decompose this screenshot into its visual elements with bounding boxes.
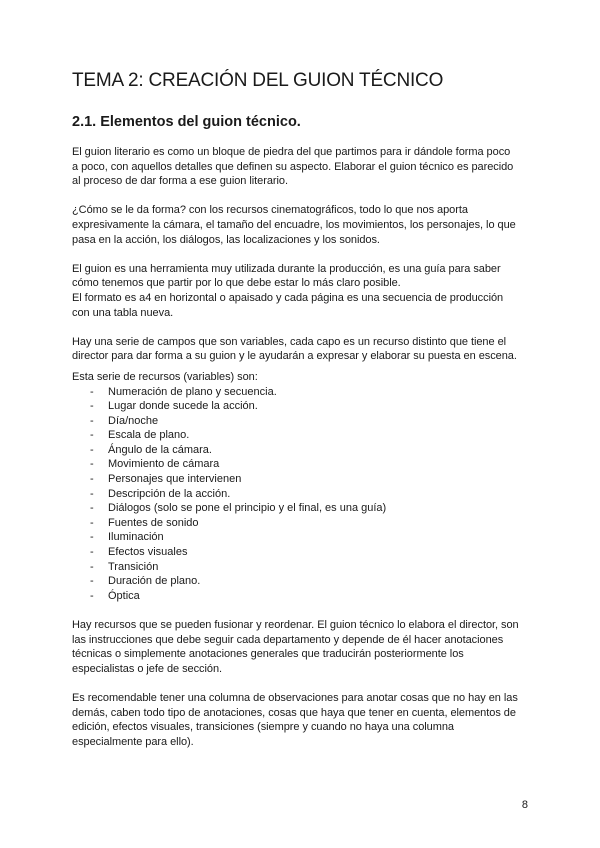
list-item-text: Escala de plano. [108,429,190,442]
list-item-text: Óptica [108,589,140,602]
document-page [72,68,534,749]
list-bullet: - [90,531,94,544]
list-item-text: Día/noche [108,414,159,427]
text-line: especialmente para ello). [72,735,194,748]
text-line: El guion es una herramienta muy utilizada durante la producción, es una guía para saber [72,262,501,275]
text-line: las instrucciones que debe seguir cada departamento y depende de él hacer anotaciones [72,633,504,646]
list-bullet: - [90,473,94,486]
list-item [72,560,534,575]
list-item-text: Numeración de plano y secuencia. [108,385,277,398]
list-item-text: Personajes que intervienen [108,473,242,486]
paragraph-observaciones [72,691,534,749]
list-item-text: Diálogos (solo se pone el principio y el final, es una guía) [108,502,387,515]
text-line: técnicas o simplemente anotaciones generales que traducirán posteriormente los [72,648,464,661]
list-item [72,428,534,443]
list-item [72,589,534,604]
list-item [72,399,534,414]
list-bullet: - [90,589,94,602]
list-item [72,516,534,531]
section-body [72,145,534,749]
text-line: expresivamente la cámara, el tamaño del encuadre, los movimientos, los personajes, lo que [72,218,516,231]
list-bullet: - [90,487,94,500]
paragraph-guion-literario [72,145,534,189]
paragraph-herramienta-produccion [72,262,534,320]
text-line: Es recomendable tener una columna de observaciones para anotar cosas que no hay en las [72,691,518,704]
list-bullet: - [90,502,94,515]
resources-list [72,385,534,604]
list-item-text: Efectos visuales [108,546,188,559]
text-line: con una tabla nueva. [72,306,174,319]
text-line: especialistas o jefe de sección. [72,662,223,675]
list-bullet: - [90,414,94,427]
list-intro: Esta serie de recursos (variables) son: [72,370,258,383]
text-line: director para dar forma a su guion y le ayudarán a expresar y elaborar su puesta en escena. [72,350,517,363]
text-line: Hay una serie de campos que son variables, cada capo es un recurso distinto que tiene el [72,335,507,348]
list-bullet: - [90,560,94,573]
list-item [72,530,534,545]
text-line: edición, efectos visuales, transiciones (siempre y cuando no haya una columna [72,721,454,734]
text-line: ¿Cómo se le da forma? con los recursos cinematográficos, todo lo que nos aporta [72,204,468,217]
page-title: TEMA 2: CREACIÓN DEL GUION TÉCNICO [72,70,444,91]
text-line: demás, caben todo tipo de anotaciones, cosas que haya que tener en cuenta, elementos de [72,706,516,719]
text-line: El formato es a4 en horizontal o apaisado y cada página es una secuencia de producción [72,291,504,304]
list-item-text: Movimiento de cámara [108,458,220,471]
list-bullet: - [90,516,94,529]
text-line: El guion literario es como un bloque de piedra del que partimos para ir dándole forma poco [72,146,511,158]
list-item-text: Iluminación [108,531,164,544]
text-line: al proceso de dar forma a ese guion literario. [72,175,288,188]
list-item [72,487,534,502]
text-line: cómo tenemos que partir por lo que debe estar lo más claro posible. [72,277,401,290]
list-item [72,545,534,560]
list-item-text: Duración de plano. [108,575,201,588]
list-item [72,443,534,458]
paragraph-fusionar-reordenar [72,618,534,676]
text-line: Hay recursos que se pueden fusionar y reordenar. El guion técnico lo elabora el director, son [72,619,519,631]
list-item-text: Ángulo de la cámara. [108,443,212,456]
list-item [72,414,534,429]
page-number: 8 [521,799,528,811]
list-item-text: Descripción de la acción. [108,487,231,500]
list-bullet: - [90,546,94,559]
list-item-text: Transición [108,560,159,573]
paragraph-campos-variables [72,335,534,364]
list-bullet: - [90,400,94,413]
list-bullet: - [90,429,94,442]
paragraph-como-se-da-forma [72,203,534,247]
list-item [72,501,534,516]
list-item [72,385,534,400]
section-heading: 2.1. Elementos del guion técnico. [72,114,301,130]
list-item [72,457,534,472]
list-bullet: - [90,443,94,456]
text-line: pasa en la acción, los diálogos, las localizaciones y los sonidos. [72,233,380,246]
text-line: a poco, con aquellos detalles que definen su aspecto. Elaborar el guion técnico es parecido [72,160,514,173]
list-item-text: Fuentes de sonido [108,516,199,529]
list-item-text: Lugar donde sucede la acción. [108,400,258,413]
list-bullet: - [90,385,94,398]
list-item [72,574,534,589]
list-bullet: - [90,575,94,588]
list-item [72,472,534,487]
list-bullet: - [90,458,94,471]
